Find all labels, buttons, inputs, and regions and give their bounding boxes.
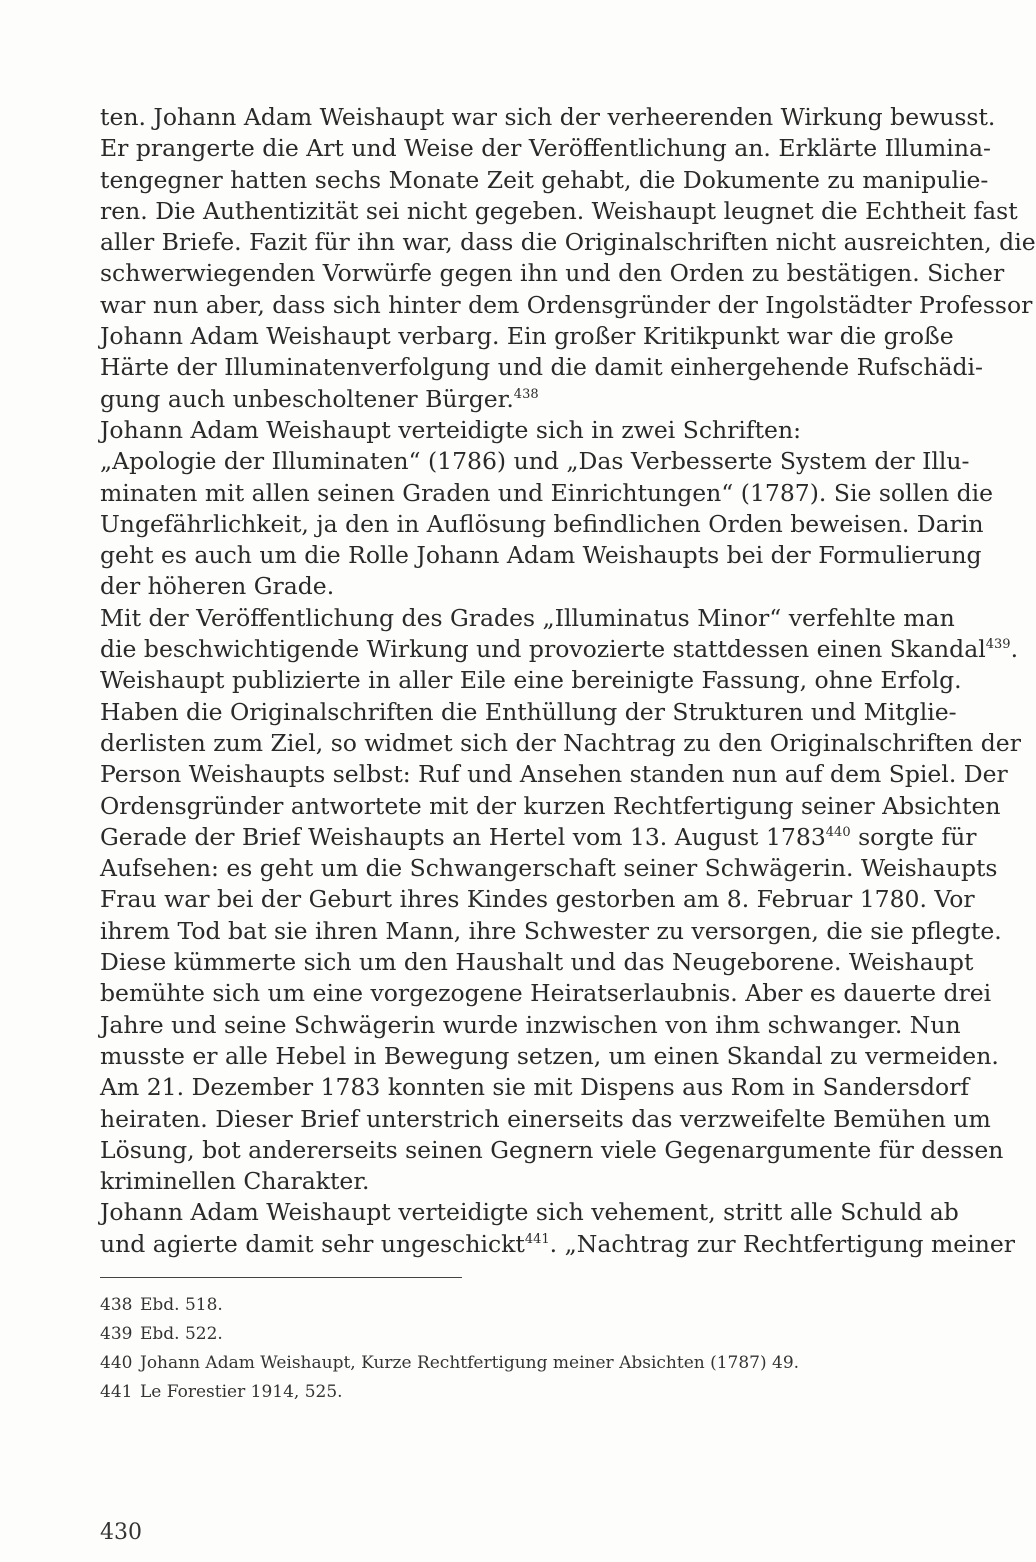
footnote-text: Johann Adam Weishaupt, Kurze Rechtfertigung meiner Absichten (1787) 49. [140,1353,800,1373]
line-text: war nun aber, dass sich hinter dem Ordensgründer der Ingolstädter Professor [100,290,1033,319]
line-text: schwerwiegenden Vorwürfe gegen ihn und den Orden zu bestätigen. Sicher [100,259,1005,288]
text-line [100,384,935,415]
line-text: minaten mit allen seinen Graden und Einrichtungen“ (1787). Sie sollen die [100,478,994,507]
text-line [100,884,975,915]
footnote-ref: 439 [985,637,1011,653]
text-line [100,1135,1004,1166]
text-line [100,822,977,853]
line-text: Am 21. Dezember 1783 konnten sie mit Dispens aus Rom in Sandersdorf [100,1073,970,1102]
line-text: der höheren Grade. [100,572,335,601]
text-line [100,1104,991,1135]
footnote-ref: 438 [513,386,539,402]
footnote-ref: 441 [524,1231,550,1247]
line-text-after: . [1010,635,1019,664]
line-text: Johann Adam Weishaupt verbarg. Ein großer Kritikpunkt war die große [100,322,954,351]
text-line [100,478,994,509]
text-line [100,196,1018,227]
text-line [100,1197,959,1228]
text-line [100,697,957,728]
text-line [100,165,989,196]
line-text: Frau war bei der Geburt ihres Kindes gestorben am 8. Februar 1780. Vor [100,885,975,914]
text-line [100,321,954,352]
line-text: ren. Die Authentizität sei nicht gegeben. Weishaupt leugnet die Echtheit fast [100,196,1018,225]
text-line [100,759,1008,790]
line-text: geht es auch um die Rolle Johann Adam Weishaupts bei der Formulierung [100,541,982,570]
line-text: „Apologie der Illuminaten“ (1786) und „Das Verbesserte System der Illu- [100,447,970,476]
line-text: ten. Johann Adam Weishaupt war sich der verheerenden Wirkung bewusst. [100,103,996,131]
text-line [100,290,1033,321]
footnote-number: 440 [100,1353,133,1373]
line-text: Er prangerte die Art und Weise der Veröffentlichung an. Erklärte Illumina- [100,134,991,163]
footnote-number: 441 [100,1382,133,1402]
line-text: Ungefährlichkeit, ja den in Auflösung befindlichen Orden beweisen. Darin [100,509,984,538]
line-text: Härte der Illuminatenverfolgung und die damit einhergehende Rufschädi- [100,353,983,382]
text-line [100,571,935,602]
line-text: Weishaupt publizierte in aller Eile eine bereinigte Fassung, ohne Erfolg. [100,666,962,695]
line-text: aller Briefe. Fazit für ihn war, dass die Originalschriften nicht ausreichten, die [100,228,1036,257]
line-text: Lösung, bot andererseits seinen Gegnern viele Gegenargumente für dessen [100,1135,1004,1164]
line-text: Diese kümmerte sich um den Haushalt und das Neugeborene. Weishaupt [100,948,974,977]
footnote [100,1320,935,1349]
line-text: die beschwichtigende Wirkung und provozierte stattdessen einen Skandal [100,635,986,664]
line-text: Johann Adam Weishaupt verteidigte sich in zwei Schriften: [100,415,801,444]
footnote-text: Le Forestier 1914, 525. [140,1382,343,1402]
text-line [100,947,974,978]
text-line [100,791,1001,822]
footnote-ref: 440 [825,825,851,840]
line-text: und agierte damit sehr ungeschickt [100,1229,525,1258]
text-line [100,665,962,696]
line-text: tengegner hatten sechs Monate Zeit gehabt, die Dokumente zu manipulie- [100,165,989,194]
text-line [100,540,982,571]
text-line [100,352,983,383]
footnote-separator [100,1277,462,1278]
footnote [100,1349,935,1378]
line-text: Person Weishaupts selbst: Ruf und Ansehen standen nun auf dem Spiel. Der [100,760,1008,789]
line-text-after: sorgte für [850,822,977,851]
page-number: 430 [100,1520,142,1545]
line-text: Ordensgründer antwortete mit der kurzen Rechtfertigung seiner Absichten [100,791,1001,820]
text-line [100,603,955,634]
text-line [100,133,991,164]
footnote-text: Ebd. 518. [140,1295,223,1315]
text-line [100,227,1036,258]
text-line [100,258,1005,289]
text-line [100,1166,935,1197]
text-line [100,728,1021,759]
text-line [100,634,1019,665]
text-line [100,1229,1016,1260]
line-text: musste er alle Hebel in Bewegung setzen, um einen Skandal zu vermeiden. [100,1041,999,1070]
line-text: bemühte sich um eine vorgezogene Heiratserlaubnis. Aber es dauerte drei [100,979,992,1008]
text-line [100,509,984,540]
text-line [100,1072,970,1103]
text-line [100,978,992,1009]
line-text: derlisten zum Ziel, so widmet sich der Nachtrag zu den Originalschriften der [100,728,1021,757]
text-line [100,102,996,133]
footnote-number: 439 [100,1324,133,1344]
text-line [100,1041,999,1072]
footnote [100,1378,935,1407]
line-text: kriminellen Charakter. [100,1167,370,1196]
text-line [100,916,1002,947]
line-text: Aufsehen: es geht um die Schwangerschaft seiner Schwägerin. Weishaupts [100,854,998,883]
footnote [100,1291,935,1320]
line-text: ihrem Tod bat sie ihren Mann, ihre Schwester zu versorgen, die sie pflegte. [100,916,1002,945]
line-text: Mit der Veröffentlichung des Grades „Illuminatus Minor“ verfehlte man [100,603,955,632]
footnote-text: Ebd. 522. [140,1324,223,1344]
text-line [100,1010,961,1041]
line-text: heiraten. Dieser Brief unterstrich einerseits das verzweifelte Bemühen um [100,1104,991,1133]
line-text-after: . „Nachtrag zur Rechtfertigung meiner [549,1229,1016,1258]
line-text: Gerade der Brief Weishaupts an Hertel vom 13. August 1783 [100,822,826,851]
line-text: Jahre und seine Schwägerin wurde inzwischen von ihm schwanger. Nun [100,1010,961,1039]
footnotes [100,1291,935,1407]
text-line [100,415,935,446]
footnote-number: 438 [100,1295,133,1315]
text-line [100,853,998,884]
main-text [100,102,1036,1260]
line-text: Johann Adam Weishaupt verteidigte sich vehement, stritt alle Schuld ab [100,1198,959,1227]
line-text: gung auch unbescholtener Bürger. [100,384,514,413]
line-text: Haben die Originalschriften die Enthüllung der Strukturen und Mitglie- [100,697,957,726]
text-line [100,446,970,477]
